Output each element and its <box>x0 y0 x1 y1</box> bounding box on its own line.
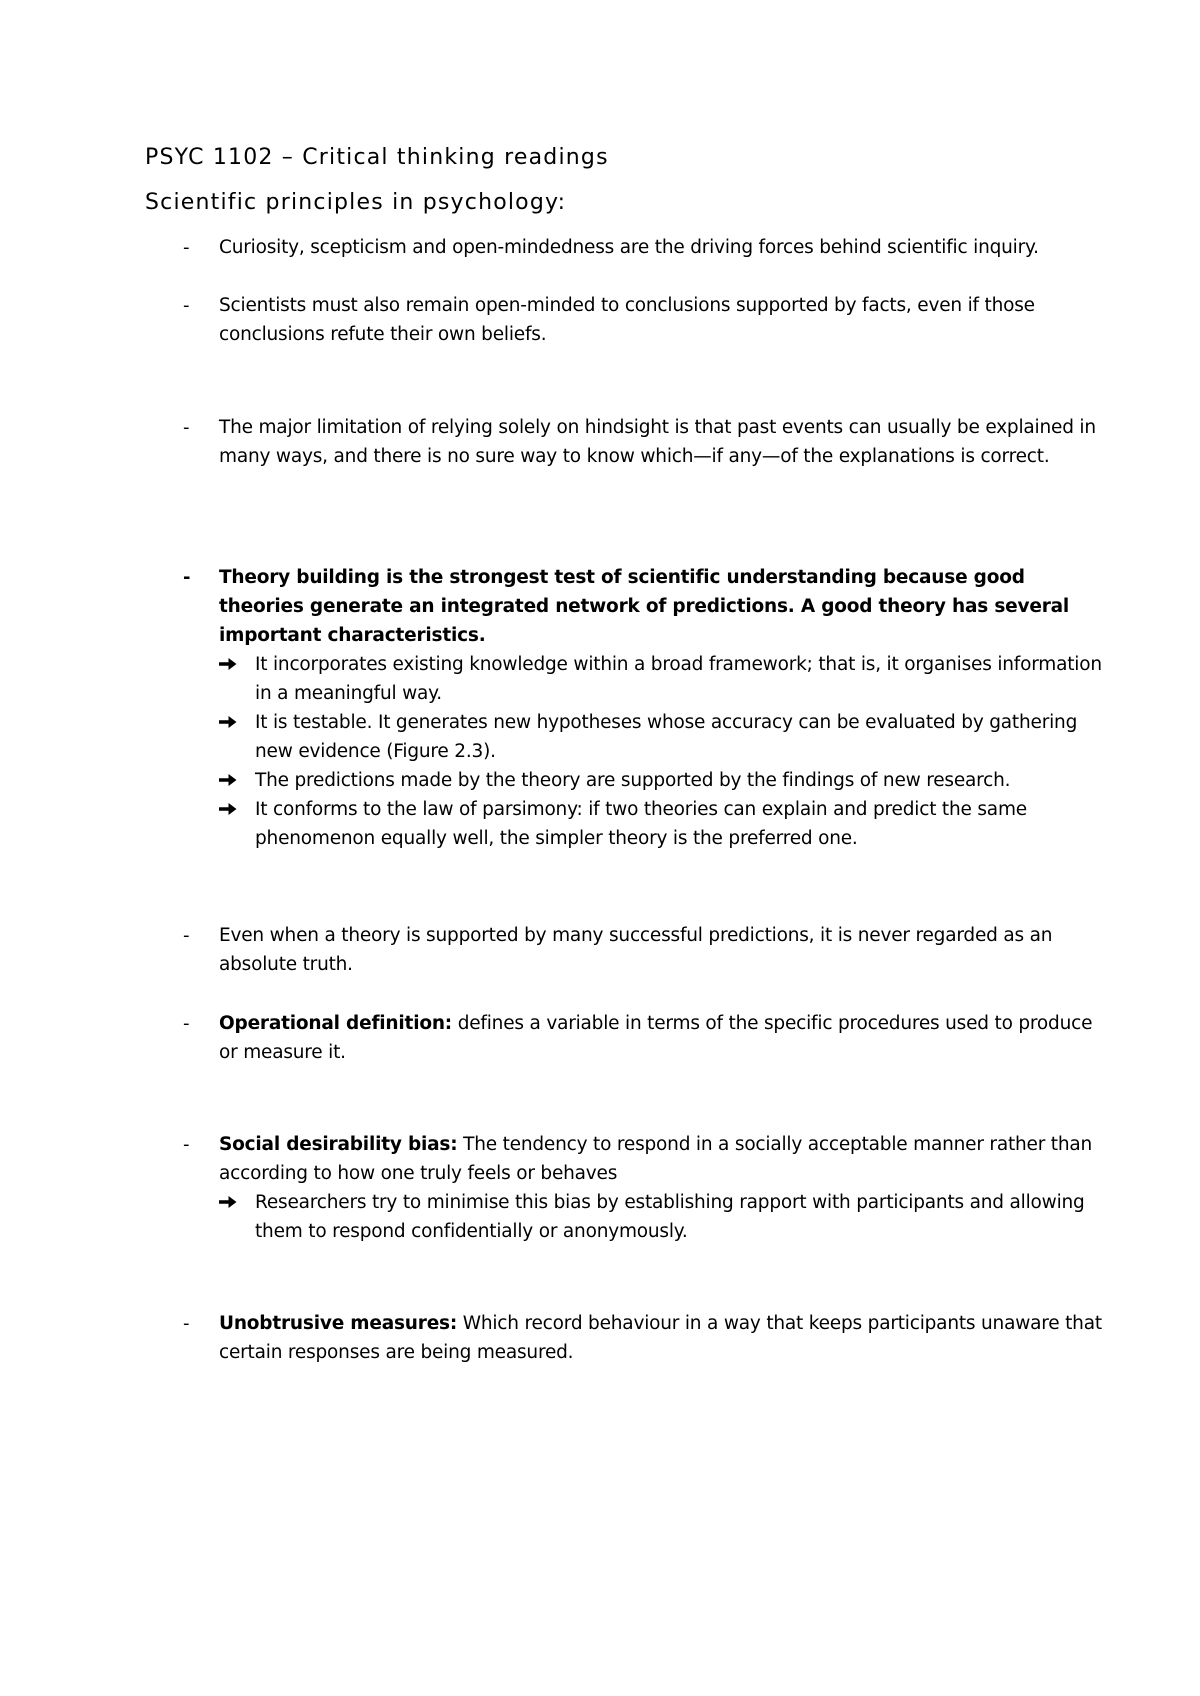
dash-marker: - <box>183 1313 190 1334</box>
sub-item-text: Researchers try to minimise this bias by establishing rapport with participants and allowing them to respond confidentially or anonymously. <box>255 1192 1085 1242</box>
term-definition: defines a variable in terms of the specific procedures used to produce or measure it. <box>219 1013 1093 1063</box>
dash-marker: - <box>183 1134 190 1155</box>
sub-item <box>219 766 1103 795</box>
term-label: Social desirability bias: <box>219 1134 458 1155</box>
sub-item <box>219 795 1103 853</box>
dash-marker: - <box>183 1013 190 1034</box>
list-item-text <box>219 1009 1103 1067</box>
list-item-text: Curiosity, scepticism and open-mindedness are the driving forces behind scientific inquiry. <box>219 237 1039 258</box>
list-item-theory <box>183 563 1103 853</box>
sub-item-text: The predictions made by the theory are supported by the findings of new research. <box>255 770 1011 791</box>
term-definition: The tendency to respond in a socially acceptable manner rather than according to how one truly feels or behaves <box>219 1134 1093 1184</box>
list-item <box>183 921 1103 979</box>
sub-item <box>219 650 1103 708</box>
sub-item-text: It incorporates existing knowledge within a broad framework; that is, it organises information in a meaningful way. <box>255 654 1102 704</box>
arrow-right-icon <box>219 766 249 795</box>
list-item <box>183 1309 1103 1367</box>
arrow-right-icon <box>219 650 249 679</box>
dash-marker: - <box>183 567 191 588</box>
dash-marker: - <box>183 295 190 316</box>
section-heading: Scientific principles in psychology: <box>145 190 567 215</box>
sub-item <box>219 1188 1103 1246</box>
dash-marker: - <box>183 925 190 946</box>
arrow-right-icon <box>219 795 249 824</box>
list-item-text: Scientists must also remain open-minded to conclusions supported by facts, even if those conclusions refute their own beliefs. <box>219 295 1035 345</box>
term-label: Operational definition: <box>219 1013 453 1034</box>
list-item <box>183 1009 1103 1067</box>
list-item <box>183 291 1103 349</box>
list-item-text <box>219 563 1103 650</box>
bold-statement: Theory building is the strongest test of scientific understanding because good theories generate an integrated network of predictions. A good theory has several important characteristics. <box>219 567 1070 646</box>
list-item-text <box>219 1130 1103 1188</box>
term-definition: Which record behaviour in a way that keeps participants unaware that certain responses are being measured. <box>219 1313 1102 1363</box>
term-label: Unobtrusive measures: <box>219 1313 458 1334</box>
arrow-right-icon <box>219 708 249 737</box>
list-item <box>183 1130 1103 1246</box>
list-item <box>183 413 1103 471</box>
list-item <box>183 233 1103 262</box>
sub-item <box>219 708 1103 766</box>
list-item-text <box>219 1309 1103 1367</box>
sub-item-text: It conforms to the law of parsimony: if two theories can explain and predict the same phenomenon equally well, the simpler theory is the preferred one. <box>255 799 1027 849</box>
list-item-text: The major limitation of relying solely on hindsight is that past events can usually be explained in many ways, and there is no sure way to know which—if any—of the explanations is correct. <box>219 417 1096 467</box>
arrow-right-icon <box>219 1188 249 1217</box>
sub-item-text: It is testable. It generates new hypotheses whose accuracy can be evaluated by gathering new evidence (Figure 2.3). <box>255 712 1078 762</box>
dash-marker: - <box>183 237 190 258</box>
page-title: PSYC 1102 – Critical thinking readings <box>145 145 609 170</box>
dash-marker: - <box>183 417 190 438</box>
list-item-text: Even when a theory is supported by many successful predictions, it is never regarded as an absolute truth. <box>219 925 1053 975</box>
